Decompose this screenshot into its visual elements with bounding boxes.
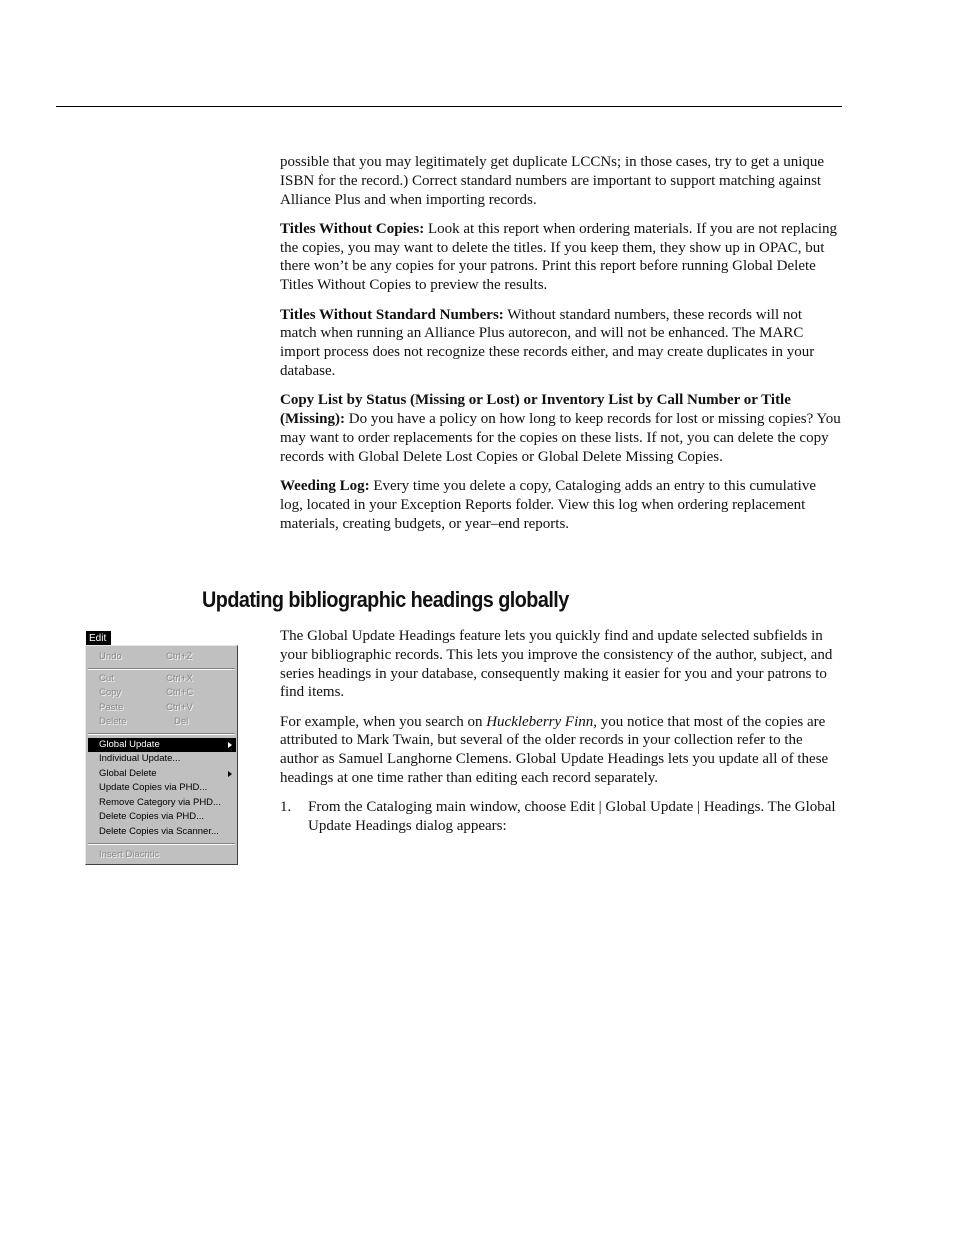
paragraph-example [280,713,842,788]
menu-item-remove-category-phd[interactable] [88,796,236,810]
menu-separator [88,843,235,845]
menu-item-copy[interactable] [88,686,236,700]
menu-item-shortcut: Del [174,716,189,727]
paragraph-copy-list-by-status [280,391,842,466]
term-description: Every time you delete a copy, Cataloging adds an entry to this cumulative log, located in your Exception Reports folder. View this log when ordering replacement materials, creating budgets, or year–end reports. [280,477,816,532]
menu-item-delete-copies-scanner[interactable] [88,825,236,839]
menu-item-shortcut: Ctrl+Z [166,651,193,662]
book-title: Huckleberry Finn, [486,713,597,730]
term-label: Titles Without Copies: [280,220,425,237]
menu-item-individual-update[interactable] [88,752,236,766]
edit-menu-title[interactable]: Edit [86,631,111,646]
menu-item-shortcut: Ctrl+C [166,687,194,698]
menu-item-label: Delete Copies via Scanner... [99,826,219,837]
menu-item-label: Delete [99,716,127,727]
paragraph-titles-without-standard-numbers [280,306,842,381]
step-1 [280,798,842,836]
menu-item-label: Paste [99,702,124,713]
menu-item-update-copies-phd[interactable] [88,781,236,795]
menu-item-label: Individual Update... [99,753,181,764]
menu-item-label: Remove Category via PHD... [99,797,221,808]
menu-item-label: Delete Copies via PHD... [99,811,205,822]
menu-item-global-update[interactable] [88,738,236,752]
submenu-arrow-icon [228,742,232,748]
body-text-section [280,627,842,846]
paragraph-weeding-log [280,477,842,533]
example-text: you notice that most of the copies are attributed to Mark Twain, but several of the older records in your collection refer to the author as Samuel Langhorne Clemens. Global Update Headings lets you update all of these headings at one time rather than editing each record separately. [280,713,829,787]
term-description: Look at this report when ordering materials. If you are not replacing the copies, you may want to delete the titles. If you keep them, they show up in OPAC, but there won’t be any copies for your patrons. Print this report before running Global Delete Titles Without Copies to preview the results. [280,220,837,294]
menu-item-insert-diacritic[interactable] [88,848,236,862]
term-description: Without standard numbers, these records will not match when running an Alliance Plus autorecon, and will not be enhanced. The MARC import process does not recognize these records either, and may create duplicates in your database. [280,306,815,379]
menu-item-label: Copy [99,687,122,698]
menu-separator [88,668,235,670]
submenu-arrow-icon [228,771,232,777]
term-description: Do you have a policy on how long to keep records for lost or missing copies? You may want to order replacements for the copies on these lists. If not, you can delete the copy records with Global Delete Lost Copies or Global Delete Missing Copies. [280,411,841,465]
menu-item-delete-copies-phd[interactable] [88,810,236,824]
menu-item-label: Global Delete [99,768,157,779]
menu-item-shortcut: Ctrl+V [166,702,193,713]
menu-item-undo[interactable] [88,650,236,664]
term-label: Copy List by Status (Missing or Lost) or Inventory List by Call Number or Title (Missing): [280,392,791,428]
section-heading: Updating bibliographic headings globally [202,587,569,612]
step-text: From the Cataloging main window, choose Edit | Global Update | Headings. The Global Update Headings dialog appears: [308,799,836,835]
paragraph-standard-numbers: possible that you may legitimately get duplicate LCCNs; in those cases, try to get a unique ISBN for the record.) Correct standard numbers are important to support matching against Alliance Plus and when importing records. [280,154,825,208]
menu-item-delete[interactable] [88,715,236,729]
step-number: 1. [280,799,292,816]
paragraph-global-update-intro: The Global Update Headings feature lets you quickly find and update selected subfields in your bibliographic records. This lets you improve the consistency of the author, subject, and series headings in your database, consequently making it easier for you and your patrons to find items. [280,628,833,701]
menu-separator [88,733,235,735]
term-label: Titles Without Standard Numbers: [280,306,504,323]
menu-item-global-delete[interactable] [88,767,236,781]
menu-item-label: Global Update [99,739,160,750]
menu-item-label: Cut [99,673,114,684]
edit-menu-dropdown [85,645,238,865]
menu-item-shortcut: Ctrl+X [166,673,193,684]
term-label: Weeding Log: [280,477,370,494]
example-text: For example, when you search on [280,713,487,730]
paragraph-titles-without-copies [280,220,842,295]
header-rule [56,106,842,107]
menu-item-cut[interactable] [88,672,236,686]
body-text-top [280,153,842,544]
menu-item-label: Update Copies via PHD... [99,782,208,793]
menu-item-label: Undo [99,651,122,662]
menu-item-paste[interactable] [88,701,236,715]
menu-item-label: Insert Diacritic [99,849,160,860]
